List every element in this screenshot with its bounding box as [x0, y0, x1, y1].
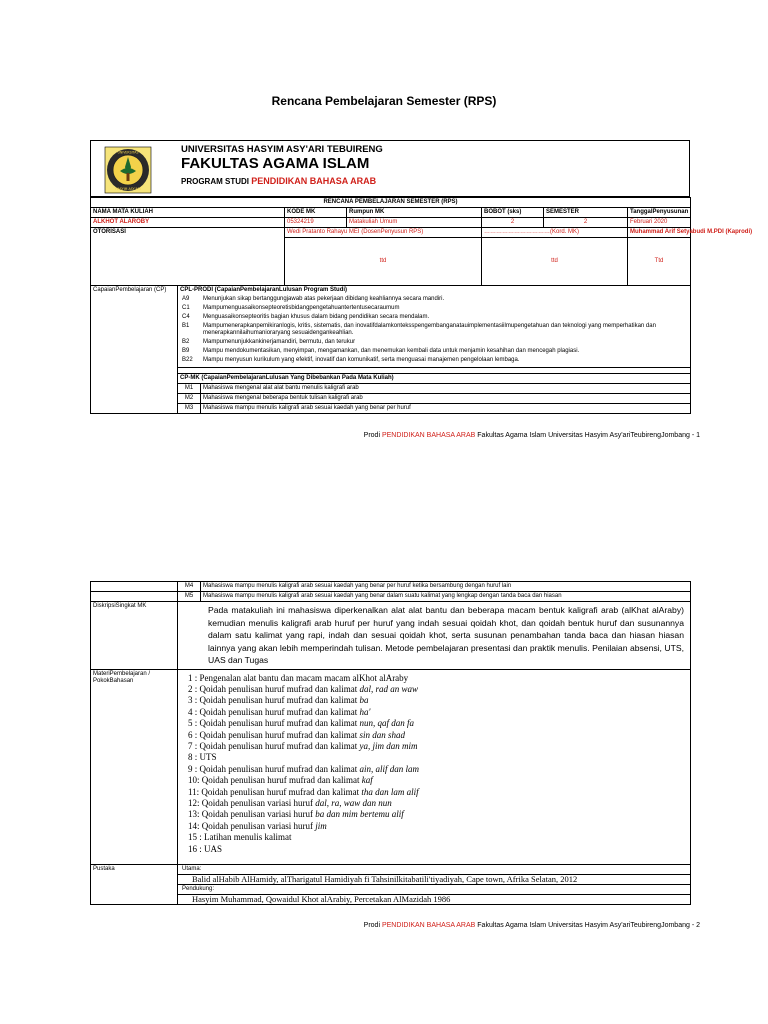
list-item: 15 : Latihan menulis kalimat	[188, 832, 292, 843]
list-item: C1 Mampumenguasaikonsepteoretisbidangpengetahuantertentusecaraumum	[182, 305, 400, 311]
authorization-label: OTORISASI	[91, 228, 285, 286]
list-item: A9 Menunjukan sikap bertanggungjawab atas pekerjaan dibidang keahliannya secara mandiri.	[182, 296, 445, 302]
course-credits: 2	[482, 218, 544, 228]
list-item: 2 : Qoidah penulisan huruf mufrad dan kalimat dal, rad an waw	[188, 683, 418, 694]
table-row: M2 Mahasiswa mengenal beberapa bentuk tulisan kaligrafi arab	[91, 394, 691, 404]
university-header	[90, 140, 690, 197]
list-item: 4 : Qoidah penulisan huruf mufrad dan kalimat ha'	[188, 706, 371, 717]
col-cluster: Rumpun MK	[347, 208, 482, 218]
rps-heading: RENCANA PEMBELAJARAN SEMESTER (RPS)	[91, 198, 691, 208]
list-item: 16 : UAS	[188, 843, 223, 854]
list-item: 6 : Qoidah penulisan huruf mufrad dan kalimat sin dan shad	[188, 729, 405, 740]
course-date: Februari 2020	[628, 218, 691, 228]
list-item: C4 Menguasaikonsepteoritis bagian khusus dalam bidang pendidikan secara mendalam.	[182, 314, 430, 320]
course-name: ALKHOT ALAROBY	[91, 218, 285, 228]
col-course-name: NAMA MATA KULIAH	[91, 208, 285, 218]
program-prefix: PROGRAM STUDI	[181, 177, 249, 186]
rps-table-page1	[90, 197, 753, 414]
list-item: 9 : Qoidah penulisan huruf mufrad dan kalimat ain, alif dan lam	[188, 763, 419, 774]
cpmk-heading: CP-MK (CapaianPembelajaranLulusan Yang Dibebankan Pada Mata Kuliah)	[178, 374, 691, 384]
head-signature: Ttd	[628, 238, 691, 286]
rps-table-page2	[90, 581, 690, 905]
faculty-name: FAKULTAS AGAMA ISLAM	[181, 155, 370, 172]
list-item: B22 Mampu menyusun kurikulum yang efektif, inovatif dan komunikatif, serta menguasai manajemen pengelolaan lembaga.	[182, 357, 520, 363]
cpl-list	[178, 295, 691, 368]
document-title: Rencana Pembelajaran Semester (RPS)	[271, 94, 497, 108]
references-support-label: Pendukung:	[178, 885, 690, 895]
table-row: M5 Mahasiswa mampu menulis kaligrafi arab sesuai kaedah yang benar dalam suatu kalimat yang lengkap dengan tanda baca dan hiasan	[91, 592, 691, 602]
program-line	[181, 176, 376, 186]
list-item: 8 : UTS	[188, 752, 217, 763]
cpl-heading: CPL-PRODI (CapaianPembelajaranLulusan Program Studi)	[178, 286, 691, 296]
list-item: 3 : Qoidah penulisan huruf mufrad dan kalimat ba	[188, 695, 369, 706]
list-item: 10: Qoidah penulisan huruf mufrad dan kalimat kaf	[188, 775, 373, 786]
col-date: TanggalPenyusunan	[628, 208, 691, 218]
description-text: Pada matakuliah ini mahasiswa diperkenalkan alat alat bantu dan beberapa macam bentuk kaligrafi arab (alKhat alAraby) kemudian menulis kaligrafi arab huruf per huruf yang indah sesuai qoidah khot, dan qoidah bentuk huruf dan susunannya dalam satu kalimat yang rapi, indah dan sesuai qoidah khot, serta susunan penambahan tanda baca dan hiasan hiasan lainnya yang akan lebih memperindah tulisan. Metode pembelajaran presentasi dan praktik menulis. Penilaian absensi, UTS, UAS dan Tugas	[178, 602, 691, 670]
list-item: 14: Qoidah penulisan variasi huruf jim	[188, 820, 327, 831]
page-footer-1: Prodi PENDIDIKAN BAHASA ARAB Fakultas Agama Islam Universitas Hasyim Asy'ariTeubirengJombang - 1	[363, 432, 700, 439]
references-label: Pustaka	[91, 864, 178, 904]
course-cluster: Matakuliah Umum	[347, 218, 482, 228]
col-semester: SEMESTER	[544, 208, 628, 218]
table-row: M3 Mahasiswa mampu menulis kaligrafi arab sesuai kaedah yang benar per huruf	[91, 404, 691, 414]
svg-text:HASYIM ASY'ARI: HASYIM ASY'ARI	[115, 187, 141, 191]
references-main: Balid alHabib AlHamidy, alTharigatul Hamidiyah fi Tahsinilkitabatili'tiyadiyah, Cape town, Afrika Selatan, 2012	[192, 873, 578, 884]
materials-list	[178, 669, 691, 864]
col-credits: BOBOT (sks)	[482, 208, 544, 218]
list-item: B2 Mampumenunjukkankinerjamandiri, bermutu, dan terukur	[182, 339, 356, 345]
university-name: UNIVERSITAS HASYIM ASY'ARI TEBUIRENG	[181, 144, 383, 155]
table-row: M1 Mahasiswa mengenal alat alat bantu menulis kaligrafi arab	[91, 384, 691, 394]
references-main-label: Utama:	[178, 865, 690, 875]
course-code: 05324219	[285, 218, 347, 228]
list-item: 11: Qoidah penulisan huruf mufrad dan kalimat tha dan lam alif	[188, 786, 419, 797]
list-item: B1 Mampumenerapkanpemikiranlogis, kritis, sistematis, dan inovatifdalamkonteksspengembanganatauimplementasiilmupengetahuan dan teknologi yang memperhatikan dan menerapkannilaihumanioraryang sesuaidengankeahlian.	[182, 323, 656, 336]
author-name: Wedi Pratanto Rahayu MEI (DosenPenyusun RPS)	[285, 228, 482, 238]
list-item: 12: Qoidah penulisan variasi huruf dal, ra, waw dan nun	[188, 797, 392, 808]
page-footer-2: Prodi PENDIDIKAN BAHASA ARAB Fakultas Agama Islam Universitas Hasyim Asy'ariTeubirengJombang - 2	[363, 922, 700, 929]
list-item: 7 : Qoidah penulisan huruf mufrad dan kalimat ya, jim dan mim	[188, 740, 418, 751]
svg-text:UNIVERSITAS: UNIVERSITAS	[117, 150, 139, 155]
col-code: KODE MK	[285, 208, 347, 218]
references-support: Hasyim Muhammad, Qowaidul Khot alArabiy, Percetakan AlMazidah 1986	[192, 893, 451, 904]
author-signature: ttd	[285, 238, 482, 286]
cpl-items	[180, 295, 688, 365]
list-item: 13: Qoidah penulisan variasi huruf ba dan mim bertemu alif	[188, 809, 404, 820]
table-row: M4 Mahasiswa mampu menulis kaligrafi arab sesuai kaedah yang benar per huruf ketika bersambung dengan huruf lain	[91, 582, 691, 592]
coordinator-signature: ttd	[482, 238, 628, 286]
materials-label: MateriPembelajaran / PokokBahasan	[91, 669, 178, 864]
coordinator-name: ……………………………(Kord. MK)	[482, 228, 628, 238]
cp-label: CapaianPembelajaran (CP)	[91, 286, 178, 414]
program-name: PENDIDIKAN BAHASA ARAB	[251, 176, 377, 186]
head-name: Muhammad Arif Setyabudi M.PDI (Kaprodi)	[628, 228, 691, 238]
description-label: DiskripsiSingkat MK	[91, 602, 178, 670]
university-seal-logo	[105, 147, 151, 193]
list-item: 5 : Qoidah penulisan huruf mufrad dan kalimat nun, qaf dan fa	[188, 718, 414, 729]
course-semester: 2	[544, 218, 628, 228]
list-item: B9 Mampu mendokumentasikan, menyimpan, mengamankan, dan menemukan kembali data untuk menjamin kesahihan dan mencegah plagiasi.	[182, 348, 580, 354]
list-item: 1 : Pengenalan alat bantu dan macam macam alKhot alAraby	[188, 672, 409, 683]
